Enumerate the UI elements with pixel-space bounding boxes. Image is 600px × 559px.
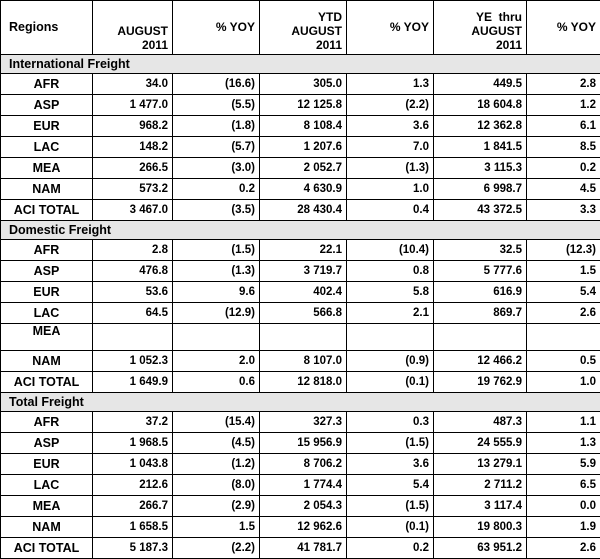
region-cell: LAC — [1, 137, 93, 158]
ye-yoy-cell: 2.8 — [527, 74, 600, 95]
ye-yoy-cell: 0.2 — [527, 158, 600, 179]
ye-yoy-cell: 5.9 — [527, 454, 600, 475]
ye-cell: 63 951.2 — [434, 538, 527, 559]
table-row — [1, 324, 600, 351]
august-cell: 1 477.0 — [93, 95, 173, 116]
ye-yoy-cell: 1.9 — [527, 517, 600, 538]
ytd-cell: 305.0 — [260, 74, 347, 95]
august-cell: 968.2 — [93, 116, 173, 137]
ytd-yoy-cell: (0.9) — [347, 351, 434, 372]
ye-yoy-cell: 6.5 — [527, 475, 600, 496]
ye-yoy-cell: 2.6 — [527, 303, 600, 324]
region-cell: EUR — [1, 454, 93, 475]
ytd-cell: 28 430.4 — [260, 200, 347, 221]
ye-cell: 12 466.2 — [434, 351, 527, 372]
header-august-line1: AUGUST — [97, 24, 168, 38]
table-row — [1, 351, 600, 372]
section-title: Domestic Freight — [1, 221, 600, 240]
august-yoy-cell: (1.5) — [173, 240, 260, 261]
ytd-yoy-cell: 1.3 — [347, 74, 434, 95]
august-cell: 1 649.9 — [93, 372, 173, 393]
august-yoy-cell: (2.2) — [173, 538, 260, 559]
ye-cell: 5 777.6 — [434, 261, 527, 282]
august-cell: 3 467.0 — [93, 200, 173, 221]
ytd-yoy-cell: (1.5) — [347, 496, 434, 517]
august-yoy-cell: (1.8) — [173, 116, 260, 137]
august-yoy-cell: (16.6) — [173, 74, 260, 95]
header-ytd-august-2011 — [260, 1, 347, 55]
august-cell: 266.5 — [93, 158, 173, 179]
august-yoy-cell: 2.0 — [173, 351, 260, 372]
august-cell: 37.2 — [93, 412, 173, 433]
ye-cell: 19 800.3 — [434, 517, 527, 538]
ye-cell: 3 117.4 — [434, 496, 527, 517]
region-cell: ACI TOTAL — [1, 372, 93, 393]
header-ye-line2: AUGUST — [438, 24, 522, 38]
section-header-row — [1, 221, 600, 240]
ye-cell: 12 362.8 — [434, 116, 527, 137]
august-yoy-cell: 9.6 — [173, 282, 260, 303]
ye-yoy-cell: 1.5 — [527, 261, 600, 282]
region-cell: AFR — [1, 74, 93, 95]
ye-cell: 869.7 — [434, 303, 527, 324]
august-cell: 64.5 — [93, 303, 173, 324]
ye-cell: 18 604.8 — [434, 95, 527, 116]
region-cell: ASP — [1, 261, 93, 282]
august-cell: 1 658.5 — [93, 517, 173, 538]
ytd-cell: 1 207.6 — [260, 137, 347, 158]
region-cell: AFR — [1, 240, 93, 261]
ye-cell: 3 115.3 — [434, 158, 527, 179]
table-row — [1, 538, 600, 559]
august-cell: 266.7 — [93, 496, 173, 517]
table-row — [1, 261, 600, 282]
august-cell: 34.0 — [93, 74, 173, 95]
section-header-row — [1, 393, 600, 412]
august-yoy-cell: (3.5) — [173, 200, 260, 221]
august-yoy-cell: (5.5) — [173, 95, 260, 116]
region-cell: ACI TOTAL — [1, 538, 93, 559]
header-ytd-yoy: % YOY — [347, 1, 434, 55]
ye-yoy-cell: 0.0 — [527, 496, 600, 517]
region-cell: NAM — [1, 517, 93, 538]
august-cell: 476.8 — [93, 261, 173, 282]
ytd-cell: 8 108.4 — [260, 116, 347, 137]
ytd-cell: 327.3 — [260, 412, 347, 433]
region-cell: NAM — [1, 179, 93, 200]
ytd-yoy-cell: 0.4 — [347, 200, 434, 221]
region-cell: EUR — [1, 116, 93, 137]
august-yoy-cell: (8.0) — [173, 475, 260, 496]
section-title: Total Freight — [1, 393, 600, 412]
august-yoy-cell: (5.7) — [173, 137, 260, 158]
ye-yoy-cell: 1.3 — [527, 433, 600, 454]
ye-cell: 6 998.7 — [434, 179, 527, 200]
ye-cell — [434, 324, 527, 351]
august-cell: 1 968.5 — [93, 433, 173, 454]
ytd-yoy-cell: 0.8 — [347, 261, 434, 282]
august-cell: 1 043.8 — [93, 454, 173, 475]
august-cell: 2.8 — [93, 240, 173, 261]
header-row — [1, 1, 600, 55]
august-yoy-cell: (12.9) — [173, 303, 260, 324]
region-cell: MEA — [1, 158, 93, 179]
header-ye-yoy: % YOY — [527, 1, 600, 55]
august-yoy-cell: (1.3) — [173, 261, 260, 282]
table-row — [1, 372, 600, 393]
table-row — [1, 137, 600, 158]
august-cell — [93, 324, 173, 351]
header-ytd-line3: 2011 — [264, 38, 342, 52]
august-yoy-cell: (15.4) — [173, 412, 260, 433]
section-header-row — [1, 55, 600, 74]
ytd-yoy-cell: (2.2) — [347, 95, 434, 116]
august-cell: 53.6 — [93, 282, 173, 303]
ytd-yoy-cell: (0.1) — [347, 372, 434, 393]
ytd-yoy-cell: 3.6 — [347, 116, 434, 137]
table-row — [1, 475, 600, 496]
august-cell: 5 187.3 — [93, 538, 173, 559]
ytd-cell: 402.4 — [260, 282, 347, 303]
header-august-2011 — [93, 1, 173, 55]
ytd-cell: 12 962.6 — [260, 517, 347, 538]
region-cell: MEA — [1, 496, 93, 517]
ye-cell: 487.3 — [434, 412, 527, 433]
ytd-yoy-cell: (10.4) — [347, 240, 434, 261]
ye-cell: 616.9 — [434, 282, 527, 303]
region-cell: LAC — [1, 303, 93, 324]
header-ye-line3: 2011 — [438, 38, 522, 52]
ye-yoy-cell: 8.5 — [527, 137, 600, 158]
table-row — [1, 240, 600, 261]
ytd-cell — [260, 324, 347, 351]
ye-yoy-cell — [527, 324, 600, 351]
ye-yoy-cell: 1.1 — [527, 412, 600, 433]
table-row — [1, 282, 600, 303]
ye-yoy-cell: 5.4 — [527, 282, 600, 303]
table-row — [1, 179, 600, 200]
header-ytd-line1: YTD — [264, 10, 342, 24]
ytd-cell: 2 052.7 — [260, 158, 347, 179]
ye-cell: 2 711.2 — [434, 475, 527, 496]
ye-yoy-cell: 0.5 — [527, 351, 600, 372]
table-row — [1, 200, 600, 221]
header-ytd-line2: AUGUST — [264, 24, 342, 38]
table-row — [1, 95, 600, 116]
table-row — [1, 116, 600, 137]
august-yoy-cell: (3.0) — [173, 158, 260, 179]
ye-cell: 13 279.1 — [434, 454, 527, 475]
august-cell: 573.2 — [93, 179, 173, 200]
august-cell: 148.2 — [93, 137, 173, 158]
header-ye-thru-august-2011 — [434, 1, 527, 55]
ytd-cell: 2 054.3 — [260, 496, 347, 517]
ytd-yoy-cell: 2.1 — [347, 303, 434, 324]
ytd-yoy-cell: 0.2 — [347, 538, 434, 559]
table-row — [1, 303, 600, 324]
table-row — [1, 496, 600, 517]
ytd-yoy-cell: 7.0 — [347, 137, 434, 158]
ye-yoy-cell: (12.3) — [527, 240, 600, 261]
ytd-yoy-cell: (1.3) — [347, 158, 434, 179]
august-yoy-cell: 0.6 — [173, 372, 260, 393]
ytd-yoy-cell: 5.8 — [347, 282, 434, 303]
region-cell: LAC — [1, 475, 93, 496]
august-yoy-cell — [173, 324, 260, 351]
ytd-cell: 22.1 — [260, 240, 347, 261]
header-regions: Regions — [1, 1, 93, 55]
table-row — [1, 158, 600, 179]
ytd-cell: 12 818.0 — [260, 372, 347, 393]
ytd-cell: 41 781.7 — [260, 538, 347, 559]
table-row — [1, 517, 600, 538]
ytd-cell: 4 630.9 — [260, 179, 347, 200]
ytd-yoy-cell — [347, 324, 434, 351]
ytd-cell: 1 774.4 — [260, 475, 347, 496]
august-yoy-cell: (2.9) — [173, 496, 260, 517]
ye-yoy-cell: 3.3 — [527, 200, 600, 221]
table-row — [1, 454, 600, 475]
table-row — [1, 412, 600, 433]
region-cell: NAM — [1, 351, 93, 372]
ytd-yoy-cell: (1.5) — [347, 433, 434, 454]
ytd-cell: 15 956.9 — [260, 433, 347, 454]
ytd-yoy-cell: 5.4 — [347, 475, 434, 496]
ye-yoy-cell: 6.1 — [527, 116, 600, 137]
ytd-cell: 8 107.0 — [260, 351, 347, 372]
ye-yoy-cell: 2.6 — [527, 538, 600, 559]
region-cell: MEA — [1, 324, 93, 351]
ye-cell: 43 372.5 — [434, 200, 527, 221]
august-cell: 1 052.3 — [93, 351, 173, 372]
ytd-yoy-cell: 1.0 — [347, 179, 434, 200]
ytd-yoy-cell: 3.6 — [347, 454, 434, 475]
ye-cell: 32.5 — [434, 240, 527, 261]
ytd-cell: 3 719.7 — [260, 261, 347, 282]
ye-cell: 449.5 — [434, 74, 527, 95]
ye-cell: 24 555.9 — [434, 433, 527, 454]
region-cell: EUR — [1, 282, 93, 303]
ye-cell: 19 762.9 — [434, 372, 527, 393]
region-cell: AFR — [1, 412, 93, 433]
ytd-cell: 8 706.2 — [260, 454, 347, 475]
ytd-yoy-cell: (0.1) — [347, 517, 434, 538]
header-ye-line1: YE thru — [438, 10, 522, 24]
august-cell: 212.6 — [93, 475, 173, 496]
august-yoy-cell: 0.2 — [173, 179, 260, 200]
ye-yoy-cell: 1.0 — [527, 372, 600, 393]
header-august-line2: 2011 — [97, 38, 168, 52]
ytd-cell: 12 125.8 — [260, 95, 347, 116]
august-yoy-cell: 1.5 — [173, 517, 260, 538]
region-cell: ASP — [1, 433, 93, 454]
august-yoy-cell: (4.5) — [173, 433, 260, 454]
region-cell: ASP — [1, 95, 93, 116]
table-row — [1, 433, 600, 454]
ytd-cell: 566.8 — [260, 303, 347, 324]
ye-yoy-cell: 1.2 — [527, 95, 600, 116]
table-row — [1, 74, 600, 95]
ye-yoy-cell: 4.5 — [527, 179, 600, 200]
ytd-yoy-cell: 0.3 — [347, 412, 434, 433]
august-yoy-cell: (1.2) — [173, 454, 260, 475]
header-august-yoy: % YOY — [173, 1, 260, 55]
region-cell: ACI TOTAL — [1, 200, 93, 221]
section-title: International Freight — [1, 55, 600, 74]
ye-cell: 1 841.5 — [434, 137, 527, 158]
